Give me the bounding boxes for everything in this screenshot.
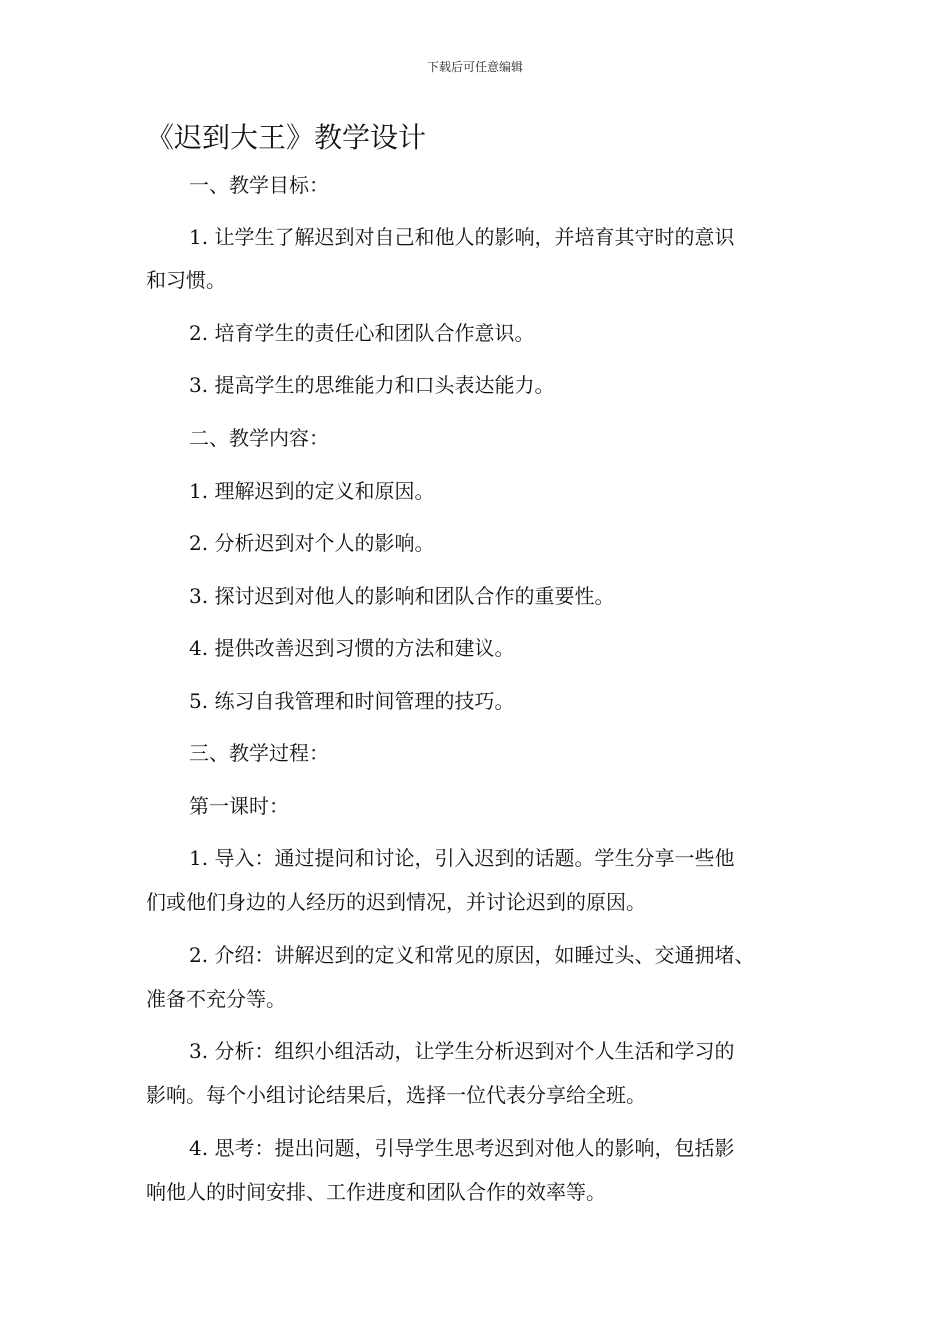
paragraph-line: 3. 提高学生的思维能力和口头表达能力。: [189, 373, 555, 397]
paragraph-line: 3. 分析：组织小组活动，让学生分析迟到对个人生活和学习的: [189, 1039, 735, 1063]
page-header: 下载后可任意编辑: [426, 60, 523, 74]
document-title: 《迟到大王》教学设计: [146, 121, 427, 154]
paragraph-line: 准备不充分等。: [146, 987, 286, 1011]
paragraph-line: 2. 介绍：讲解迟到的定义和常见的原因，如睡过头、交通拥堵、: [189, 943, 755, 967]
paragraph-line: 4. 提供改善迟到习惯的方法和建议。: [189, 636, 515, 660]
section-heading: 一、教学目标：: [189, 173, 329, 197]
paragraph-line: 1. 让学生了解迟到对自己和他人的影响，并培育其守时的意识: [189, 225, 735, 249]
paragraph-line: 3. 探讨迟到对他人的影响和团队合作的重要性。: [189, 584, 615, 608]
subsection-heading: 第一课时：: [189, 794, 289, 818]
paragraph-line: 2. 培育学生的责任心和团队合作意识。: [189, 321, 535, 345]
section-heading: 三、教学过程：: [189, 741, 329, 765]
paragraph-line: 1. 理解迟到的定义和原因。: [189, 479, 435, 503]
paragraph-line: 们或他们身边的人经历的迟到情况，并讨论迟到的原因。: [146, 890, 646, 914]
paragraph-line: 响他人的时间安排、工作进度和团队合作的效率等。: [146, 1180, 606, 1204]
paragraph-line: 影响。每个小组讨论结果后，选择一位代表分享给全班。: [146, 1083, 646, 1107]
section-heading: 二、教学内容：: [189, 426, 329, 450]
paragraph-line: 5. 练习自我管理和时间管理的技巧。: [189, 689, 515, 713]
paragraph-line: 和习惯。: [146, 268, 226, 292]
paragraph-line: 2. 分析迟到对个人的影响。: [189, 531, 435, 555]
paragraph-line: 1. 导入：通过提问和讨论，引入迟到的话题。学生分享一些他: [189, 846, 735, 870]
paragraph-line: 4. 思考：提出问题，引导学生思考迟到对他人的影响，包括影: [189, 1136, 735, 1160]
